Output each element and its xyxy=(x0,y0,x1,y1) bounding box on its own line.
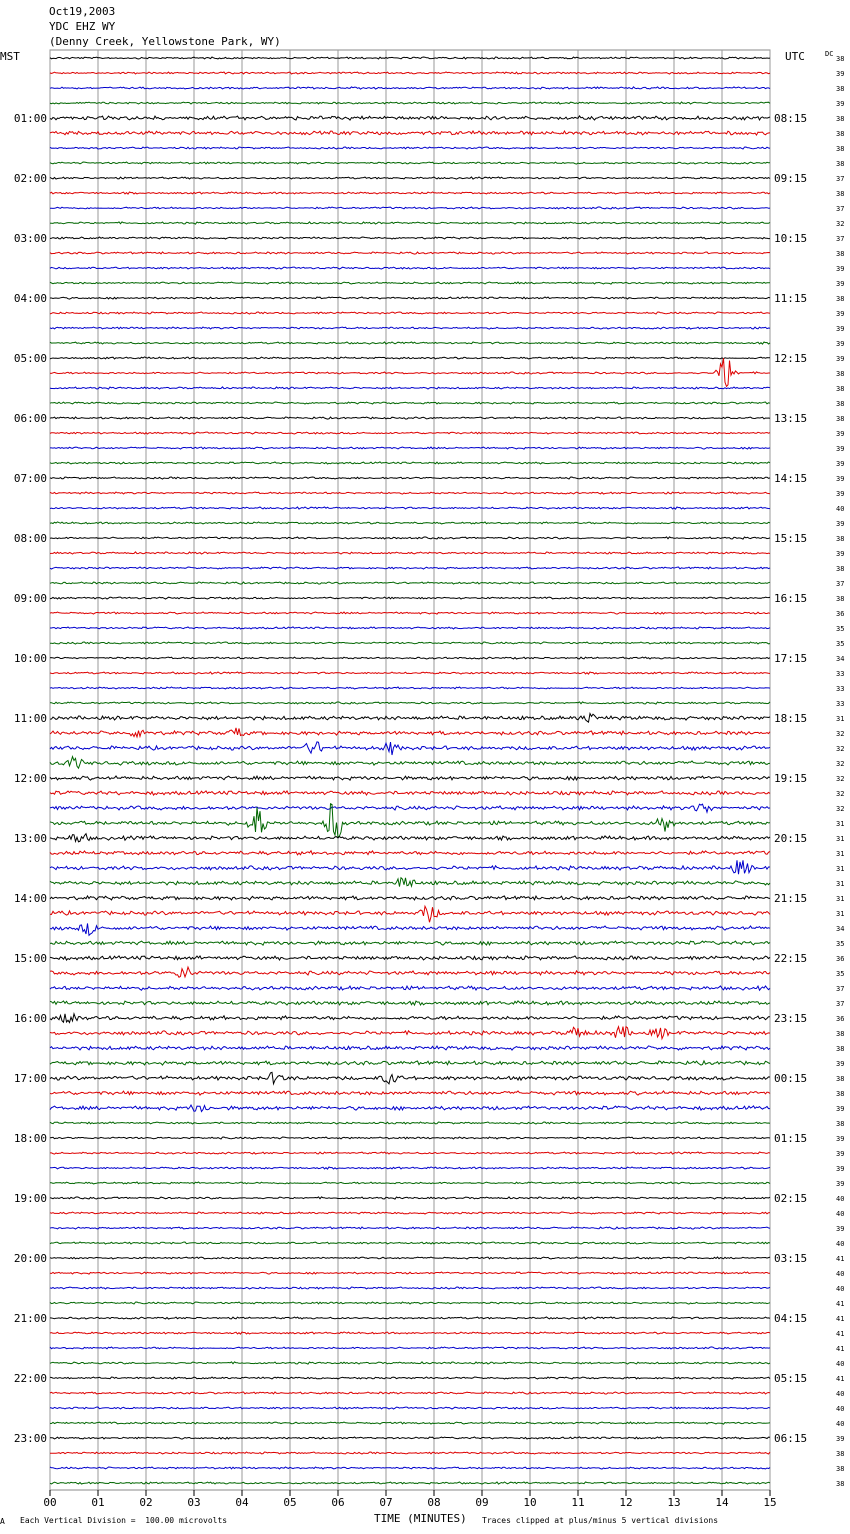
dc-offset-label: 38 xyxy=(836,1045,845,1053)
dc-offset-label: 38 xyxy=(836,415,845,423)
seismic-trace xyxy=(50,860,770,874)
seismic-trace xyxy=(50,851,770,855)
mst-hour-label: 03:00 xyxy=(13,232,47,245)
seismic-trace xyxy=(50,522,770,524)
seismic-trace xyxy=(50,672,770,674)
dc-offset-label: 40 xyxy=(836,1420,845,1428)
seismic-trace xyxy=(50,804,770,812)
mst-hour-label: 22:00 xyxy=(13,1372,47,1385)
seismic-trace xyxy=(50,342,770,344)
mst-hour-label: 17:00 xyxy=(13,1072,47,1085)
seismic-trace xyxy=(50,327,770,329)
seismic-trace xyxy=(50,1242,770,1244)
dc-offset-label: 38 xyxy=(836,1075,845,1083)
seismic-trace xyxy=(50,1257,770,1259)
mst-hour-label: 10:00 xyxy=(13,652,47,665)
minute-tick-label: 00 xyxy=(43,1496,57,1509)
mst-hour-label: 06:00 xyxy=(13,412,47,425)
dc-offset-label: 38 xyxy=(836,385,845,393)
dc-offset-label: 31 xyxy=(836,715,845,723)
dc-offset-label: 41 xyxy=(836,1315,845,1323)
seismic-trace xyxy=(50,986,770,990)
plot-frame xyxy=(50,50,770,1490)
seismic-trace xyxy=(50,896,770,900)
seismic-trace xyxy=(50,222,770,224)
record-date: Oct19,2003 xyxy=(49,5,116,18)
dc-offset-label: 39 xyxy=(836,70,845,78)
seismic-trace xyxy=(50,1287,770,1289)
seismic-trace xyxy=(50,477,770,479)
utc-hour-label: 04:15 xyxy=(774,1312,808,1325)
mst-hour-label: 14:00 xyxy=(13,892,47,905)
seismic-trace xyxy=(50,742,770,755)
utc-hour-label: 21:15 xyxy=(774,892,808,905)
mst-hour-label: 15:00 xyxy=(13,952,47,965)
seismic-trace xyxy=(50,417,770,419)
seismic-trace xyxy=(50,87,770,89)
dc-offset-label: 38 xyxy=(836,535,845,543)
utc-hour-label: 13:15 xyxy=(774,412,808,425)
dc-offset-label: 32 xyxy=(836,790,845,798)
seismic-trace xyxy=(50,1105,770,1111)
seismic-trace xyxy=(50,72,770,74)
seismic-trace xyxy=(50,102,770,104)
utc-hour-label: 15:15 xyxy=(774,532,808,545)
dc-offset-label: 39 xyxy=(836,1135,845,1143)
station-code: YDC EHZ WY xyxy=(49,20,116,33)
dc-offset-label: 38 xyxy=(836,160,845,168)
utc-hour-label: 18:15 xyxy=(774,712,808,725)
dc-offset-label: 39 xyxy=(836,475,845,483)
seismic-trace xyxy=(50,207,770,209)
utc-hour-label: 17:15 xyxy=(774,652,808,665)
seismic-trace xyxy=(50,1014,770,1023)
seismic-trace xyxy=(50,1122,770,1124)
dc-offset-label: 38 xyxy=(836,400,845,408)
minute-tick-label: 06 xyxy=(331,1496,345,1509)
seismic-trace xyxy=(50,507,770,509)
dc-offset-label: 38 xyxy=(836,55,845,63)
minute-tick-label: 12 xyxy=(619,1496,633,1509)
seismic-trace xyxy=(50,687,770,689)
seismic-trace xyxy=(50,162,770,164)
dc-offset-label: 39 xyxy=(836,1165,845,1173)
dc-offset-label: 37 xyxy=(836,1000,845,1008)
dc-offset-label: 38 xyxy=(836,115,845,123)
utc-hour-label: 03:15 xyxy=(774,1252,808,1265)
dc-offset-label: 33 xyxy=(836,685,845,693)
seismic-trace xyxy=(50,1072,770,1084)
dc-offset-label: 39 xyxy=(836,325,845,333)
dc-offset-label: 37 xyxy=(836,580,845,588)
seismic-trace xyxy=(50,567,770,569)
dc-offset-label: 41 xyxy=(836,1330,845,1338)
dc-offset-label: 32 xyxy=(836,220,845,228)
seismic-trace xyxy=(50,312,770,314)
seismic-trace xyxy=(50,387,770,389)
dc-offset-label: 39 xyxy=(836,430,845,438)
utc-hour-label: 22:15 xyxy=(774,952,808,965)
seismic-trace xyxy=(50,1302,770,1304)
dc-offset-label: 35 xyxy=(836,940,845,948)
dc-offset-label: 36 xyxy=(836,955,845,963)
mst-hour-label: 04:00 xyxy=(13,292,47,305)
dc-offset-label: 35 xyxy=(836,625,845,633)
dc-offset-label: 40 xyxy=(836,505,845,513)
dc-offset-label: 31 xyxy=(836,865,845,873)
seismic-trace xyxy=(50,776,770,780)
dc-offset-label: 39 xyxy=(836,1150,845,1158)
seismic-trace xyxy=(50,1212,770,1214)
seismic-trace xyxy=(50,597,770,599)
seismic-trace xyxy=(50,447,770,449)
dc-offset-label: 39 xyxy=(836,490,845,498)
minute-tick-label: 13 xyxy=(667,1496,681,1509)
dc-offset-label: 32 xyxy=(836,745,845,753)
mst-hour-label: 07:00 xyxy=(13,472,47,485)
dc-offset-label: 40 xyxy=(836,1240,845,1248)
dc-offset-label: 37 xyxy=(836,175,845,183)
minute-tick-label: 15 xyxy=(763,1496,777,1509)
dc-offset-label: 40 xyxy=(836,1390,845,1398)
minute-tick-label: 02 xyxy=(139,1496,153,1509)
seismic-trace xyxy=(50,116,770,120)
minute-tick-label: 04 xyxy=(235,1496,249,1509)
utc-hour-label: 01:15 xyxy=(774,1132,808,1145)
dc-offset-label: 32 xyxy=(836,730,845,738)
seismic-trace xyxy=(50,1091,770,1095)
dc-offset-label: 40 xyxy=(836,1360,845,1368)
mst-hour-label: 20:00 xyxy=(13,1252,47,1265)
dc-offset-label: 31 xyxy=(836,850,845,858)
dc-offset-label: 39 xyxy=(836,1060,845,1068)
minute-tick-label: 01 xyxy=(91,1496,105,1509)
dc-offset-label: 32 xyxy=(836,760,845,768)
seismic-trace xyxy=(50,612,770,614)
dc-offset-label: 40 xyxy=(836,1285,845,1293)
dc-offset-label: 39 xyxy=(836,1435,845,1443)
dc-offset-label: 38 xyxy=(836,1450,845,1458)
dc-offset-label: 31 xyxy=(836,880,845,888)
dc-offset-label: 39 xyxy=(836,280,845,288)
dc-offset-label: 38 xyxy=(836,1480,845,1488)
seismic-trace xyxy=(50,582,770,584)
dc-offset-label: 39 xyxy=(836,355,845,363)
seismic-trace xyxy=(50,627,770,629)
dc-offset-label: 39 xyxy=(836,550,845,558)
dc-offset-label: 39 xyxy=(836,265,845,273)
seismic-trace xyxy=(50,267,770,269)
seismic-trace xyxy=(50,1046,770,1050)
dc-offset-label: 33 xyxy=(836,700,845,708)
seismic-trace xyxy=(50,1167,770,1169)
seismic-trace xyxy=(50,1027,770,1039)
dc-offset-label: 39 xyxy=(836,1225,845,1233)
utc-hour-label: 09:15 xyxy=(774,172,808,185)
dc-offset-label: 40 xyxy=(836,1210,845,1218)
dc-offset-label: 34 xyxy=(836,925,845,933)
mst-hour-label: 23:00 xyxy=(13,1432,47,1445)
seismic-trace xyxy=(50,1422,770,1424)
dc-offset-label: 31 xyxy=(836,835,845,843)
mst-hour-label: 02:00 xyxy=(13,172,47,185)
mst-hour-label: 12:00 xyxy=(13,772,47,785)
dc-offset-label: 38 xyxy=(836,1465,845,1473)
scale-note: Each Vertical Division = 100.00 microvolts xyxy=(20,1516,228,1525)
dc-offset-label: 38 xyxy=(836,190,845,198)
minute-tick-label: 10 xyxy=(523,1496,537,1509)
station-location: (Denny Creek, Yellowstone Park, WY) xyxy=(49,35,281,48)
seismic-trace xyxy=(50,967,770,977)
utc-hour-label: 12:15 xyxy=(774,352,808,365)
seismic-trace xyxy=(50,1197,770,1199)
dc-offset-label: 39 xyxy=(836,310,845,318)
mst-hour-label: 16:00 xyxy=(13,1012,47,1025)
dc-offset-label: 32 xyxy=(836,775,845,783)
dc-offset-label: 38 xyxy=(836,295,845,303)
utc-hour-label: 08:15 xyxy=(774,112,808,125)
seismic-trace xyxy=(50,702,770,704)
dc-offset-label: 38 xyxy=(836,595,845,603)
utc-hour-label: 06:15 xyxy=(774,1432,808,1445)
seismic-trace xyxy=(50,131,770,135)
dc-offset-label: 31 xyxy=(836,910,845,918)
seismic-trace xyxy=(50,642,770,644)
minute-tick-label: 08 xyxy=(427,1496,441,1509)
utc-hour-label: 14:15 xyxy=(774,472,808,485)
mst-hour-label: 18:00 xyxy=(13,1132,47,1145)
seismic-trace xyxy=(50,1347,770,1349)
seismic-trace xyxy=(50,791,770,795)
dc-offset-label: 37 xyxy=(836,235,845,243)
seismic-trace xyxy=(50,537,770,539)
dc-offset-label: 41 xyxy=(836,1255,845,1263)
seismic-trace xyxy=(50,757,770,769)
minute-tick-label: 05 xyxy=(283,1496,297,1509)
dc-offset-label: 40 xyxy=(836,1195,845,1203)
utc-hour-label: 00:15 xyxy=(774,1072,808,1085)
seismic-trace xyxy=(50,402,770,404)
seismic-trace xyxy=(50,1452,770,1454)
seismic-trace xyxy=(50,1377,770,1379)
utc-hour-label: 16:15 xyxy=(774,592,808,605)
seismic-trace xyxy=(50,147,770,149)
dc-offset-label: 39 xyxy=(836,1180,845,1188)
seismic-trace xyxy=(50,1317,770,1319)
seismic-trace xyxy=(50,923,770,935)
dc-offset-label: 38 xyxy=(836,565,845,573)
corner-mark: A xyxy=(0,1517,5,1526)
dc-offset-label: 37 xyxy=(836,985,845,993)
seismic-trace xyxy=(50,297,770,299)
xaxis-title: TIME (MINUTES) xyxy=(374,1512,467,1525)
dc-offset-label: 31 xyxy=(836,895,845,903)
utc-hour-label: 19:15 xyxy=(774,772,808,785)
dc-offset-label: 39 xyxy=(836,1105,845,1113)
seismic-trace xyxy=(50,462,770,464)
mst-hour-label: 11:00 xyxy=(13,712,47,725)
seismic-trace xyxy=(50,1392,770,1394)
seismic-trace xyxy=(50,956,770,960)
dc-offset-label: 38 xyxy=(836,145,845,153)
dc-offset-label: 31 xyxy=(836,820,845,828)
seismic-trace xyxy=(50,1152,770,1154)
seismic-trace xyxy=(50,1407,770,1409)
dc-offset-label: 38 xyxy=(836,85,845,93)
seismic-trace xyxy=(50,177,770,179)
dc-offset-label: 39 xyxy=(836,520,845,528)
clip-note: Traces clipped at plus/minus 5 vertical divisions xyxy=(482,1516,719,1525)
seismic-trace xyxy=(50,358,770,386)
seismic-trace xyxy=(50,906,770,922)
minute-tick-label: 03 xyxy=(187,1496,201,1509)
dc-offset-label: 38 xyxy=(836,370,845,378)
dc-offset-label: 38 xyxy=(836,1030,845,1038)
seismic-trace xyxy=(50,357,770,359)
dc-offset-label: 35 xyxy=(836,970,845,978)
dc-offset-label: 39 xyxy=(836,460,845,468)
right-zone-label: UTC xyxy=(785,50,805,63)
dc-offset-label: 35 xyxy=(836,640,845,648)
seismic-trace xyxy=(50,657,770,659)
dc-offset-label: 39 xyxy=(836,445,845,453)
seismic-trace xyxy=(50,714,770,723)
dc-offset-label: 36 xyxy=(836,610,845,618)
dc-offset-label: 38 xyxy=(836,1120,845,1128)
dc-offset-label: 41 xyxy=(836,1375,845,1383)
seismic-trace xyxy=(50,728,770,737)
utc-hour-label: 20:15 xyxy=(774,832,808,845)
seismic-trace xyxy=(50,492,770,494)
seismic-trace xyxy=(50,1227,770,1229)
dc-offset-label: 32 xyxy=(836,805,845,813)
seismic-trace xyxy=(50,237,770,239)
seismic-trace xyxy=(50,1001,770,1005)
utc-hour-label: 10:15 xyxy=(774,232,808,245)
minute-tick-label: 14 xyxy=(715,1496,729,1509)
utc-hour-label: 11:15 xyxy=(774,292,808,305)
seismic-trace xyxy=(50,192,770,194)
seismic-trace xyxy=(50,282,770,284)
seismic-trace xyxy=(50,941,770,945)
dc-offset-label: 41 xyxy=(836,1300,845,1308)
dc-offset-label: 38 xyxy=(836,1090,845,1098)
seismic-trace xyxy=(50,57,770,59)
seismic-trace xyxy=(50,1482,770,1484)
dc-offset-label: 40 xyxy=(836,1405,845,1413)
seismic-trace xyxy=(50,1467,770,1469)
utc-hour-label: 23:15 xyxy=(774,1012,808,1025)
seismic-trace xyxy=(50,252,770,254)
seismic-trace xyxy=(50,1332,770,1334)
dc-offset-label: 41 xyxy=(836,1345,845,1353)
dc-offset-label: 39 xyxy=(836,100,845,108)
mst-hour-label: 13:00 xyxy=(13,832,47,845)
utc-hour-label: 02:15 xyxy=(774,1192,808,1205)
seismic-trace xyxy=(50,878,770,887)
seismic-trace xyxy=(50,834,770,842)
mst-hour-label: 09:00 xyxy=(13,592,47,605)
mst-hour-label: 05:00 xyxy=(13,352,47,365)
left-zone-label: MST xyxy=(0,50,20,63)
dc-offset-label: 38 xyxy=(836,250,845,258)
minute-tick-label: 11 xyxy=(571,1496,585,1509)
mst-hour-label: 08:00 xyxy=(13,532,47,545)
seismic-trace xyxy=(50,1182,770,1184)
seismic-trace xyxy=(50,1137,770,1139)
seismic-trace xyxy=(50,1061,770,1065)
dc-header-label: DC xyxy=(825,50,834,58)
seismic-trace xyxy=(50,552,770,554)
dc-offset-label: 39 xyxy=(836,340,845,348)
mst-hour-label: 21:00 xyxy=(13,1312,47,1325)
seismic-trace xyxy=(50,432,770,434)
mst-hour-label: 19:00 xyxy=(13,1192,47,1205)
mst-hour-label: 01:00 xyxy=(13,112,47,125)
dc-offset-label: 38 xyxy=(836,130,845,138)
dc-offset-label: 40 xyxy=(836,1270,845,1278)
minute-tick-label: 07 xyxy=(379,1496,393,1509)
seismic-trace xyxy=(50,1437,770,1439)
seismic-trace xyxy=(50,1272,770,1274)
dc-offset-label: 34 xyxy=(836,655,845,663)
dc-offset-label: 37 xyxy=(836,205,845,213)
minute-tick-label: 09 xyxy=(475,1496,489,1509)
dc-offset-label: 36 xyxy=(836,1015,845,1023)
utc-hour-label: 05:15 xyxy=(774,1372,808,1385)
dc-offset-label: 33 xyxy=(836,670,845,678)
seismic-trace xyxy=(50,1362,770,1364)
